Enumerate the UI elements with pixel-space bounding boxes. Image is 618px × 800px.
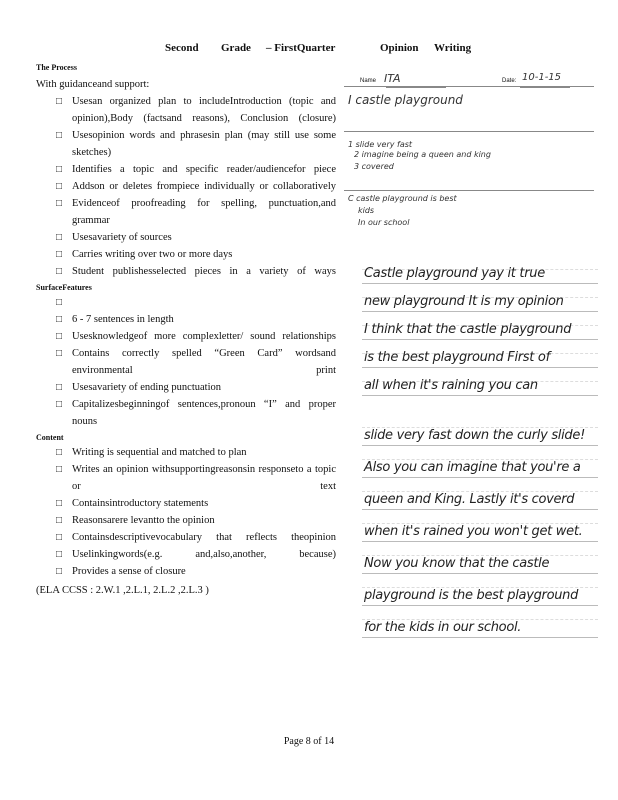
- checkbox-icon: □: [56, 566, 63, 577]
- checkbox-icon: □: [56, 314, 63, 325]
- checkbox-icon: □: [56, 532, 63, 543]
- surface-list: [36, 294, 336, 430]
- plan-intro-box: [344, 86, 594, 132]
- checkbox-icon: □: [56, 399, 63, 410]
- list-item: □ Carries writing over two or more days: [56, 246, 336, 263]
- list-item: □ Writing is sequential and matched to plan: [56, 444, 336, 461]
- writing-page-1: [362, 256, 598, 396]
- writing-line: for the kids in our school.: [362, 606, 598, 638]
- writing-line: new playground It is my opinion: [362, 284, 598, 312]
- list-item: □ Reasonsarere levantto the opinion: [56, 512, 336, 529]
- page-number: Page 8 of 14: [283, 736, 335, 747]
- checkbox-icon: □: [56, 96, 63, 107]
- checkbox-icon: □: [56, 549, 63, 560]
- date-value: 10-1-15: [522, 72, 562, 83]
- list-item: □ Usesavariety of ending punctuation: [56, 379, 336, 396]
- writing-line: Now you know that the castle: [362, 542, 598, 574]
- name-label: Name: [360, 78, 377, 84]
- writing-line: queen and King. Lastly it's coverd: [362, 478, 598, 510]
- list-item: □ Evidenceof proofreading for spelling, punctuation,and grammar: [56, 195, 336, 229]
- plan-conclusion-box: [344, 192, 594, 242]
- checkbox-icon: □: [56, 331, 63, 342]
- writing-line: I think that the castle playground: [362, 312, 598, 340]
- section-heading-process: The Process: [36, 63, 77, 72]
- writing-line: all when it's raining you can: [362, 368, 598, 396]
- student-writing-sample: [340, 64, 602, 704]
- list-item: [56, 294, 336, 311]
- checkbox-icon: □: [56, 181, 63, 192]
- list-item: □ Usesopinion words and phrasesin plan (may still use some sketches): [56, 127, 336, 161]
- list-item: □ Containsintroductory statements: [56, 495, 336, 512]
- process-list: [36, 93, 336, 280]
- plan-body-3: 3 covered: [354, 162, 394, 171]
- list-item: □ Uselinkingwords(e.g. and,also,another, because): [56, 546, 336, 563]
- title-word: Opinion: [380, 42, 419, 54]
- checkbox-icon: □: [56, 464, 63, 475]
- writing-line: slide very fast down the curly slide!: [362, 414, 598, 446]
- checkbox-icon: □: [56, 515, 63, 526]
- writing-line: Castle playground yay it true: [362, 256, 598, 284]
- list-item: □ 6 - 7 sentences in length: [56, 311, 336, 328]
- process-intro: With guidanceand support:: [36, 79, 150, 90]
- list-item: □ Usesan organized plan to includeIntroduction (topic and opinion),Body (factsand reasons), Conclusion (closure): [56, 93, 336, 127]
- list-item: □ Student publishesselected pieces in a variety of ways: [56, 263, 336, 280]
- plan-conclusion-2: kids: [358, 206, 375, 215]
- plan-intro-text: I castle playground: [348, 93, 463, 107]
- list-item: □ Addson or deletes frompiece individually or collaboratively: [56, 178, 336, 195]
- title-word: Writing: [434, 42, 472, 54]
- writing-page-2: [362, 414, 598, 638]
- ela-standards: (ELA CCSS : 2.W.1 ,2.L.1, 2.L.2 ,2.L.3 ): [36, 585, 209, 596]
- plan-conclusion-3: In our school: [358, 218, 410, 227]
- checkbox-icon: □: [56, 348, 63, 359]
- list-item: □ Containsdescriptivevocabulary that reflects theopinion: [56, 529, 336, 546]
- writing-line: is the best playground First of: [362, 340, 598, 368]
- checkbox-icon: □: [56, 164, 63, 175]
- list-item: □ Provides a sense of closure: [56, 563, 336, 580]
- plan-body-1: 1 slide very fast: [348, 140, 413, 149]
- list-item: □ Capitalizesbeginningof sentences,pronoun “I” and proper nouns: [56, 396, 336, 430]
- rubric-checklist: [36, 60, 336, 599]
- checkbox-icon: □: [56, 447, 63, 458]
- checkbox-icon: □: [56, 297, 63, 308]
- section-heading-surface: SurfaceFeatures: [36, 283, 92, 292]
- title-word: – FirstQuarter: [266, 42, 336, 54]
- checkbox-icon: □: [56, 498, 63, 509]
- content-list: [36, 444, 336, 580]
- list-item: □ Contains correctly spelled “Green Card” wordsand environmental print: [56, 345, 336, 379]
- checkbox-icon: □: [56, 382, 63, 393]
- checkbox-icon: □: [56, 232, 63, 243]
- list-item: □ Usesavariety of sources: [56, 229, 336, 246]
- list-item: □ Usesknowledgeof more complexletter/ sound relationships: [56, 328, 336, 345]
- checkbox-icon: □: [56, 266, 63, 277]
- plan-conclusion-1: C castle playground is best: [348, 194, 457, 203]
- checkbox-icon: □: [56, 198, 63, 209]
- list-item: □ Identifies a topic and specific reader/audiencefor piece: [56, 161, 336, 178]
- title-word: Second: [165, 42, 199, 54]
- writing-line: Also you can imagine that you're a: [362, 446, 598, 478]
- writing-line: playground is the best playground: [362, 574, 598, 606]
- checkbox-icon: □: [56, 130, 63, 141]
- name-value: ITA: [384, 72, 401, 85]
- writing-line: when it's rained you won't get wet.: [362, 510, 598, 542]
- plan-body-box: [344, 134, 594, 191]
- plan-body-2: 2 imagine being a queen and king: [354, 150, 491, 159]
- section-heading-content: Content: [36, 433, 64, 442]
- checkbox-icon: □: [56, 249, 63, 260]
- list-item: □ Writes an opinion withsupportingreasonsin responseto a topic or text: [56, 461, 336, 495]
- date-label: Date:: [502, 78, 517, 84]
- title-word: Grade: [221, 42, 251, 54]
